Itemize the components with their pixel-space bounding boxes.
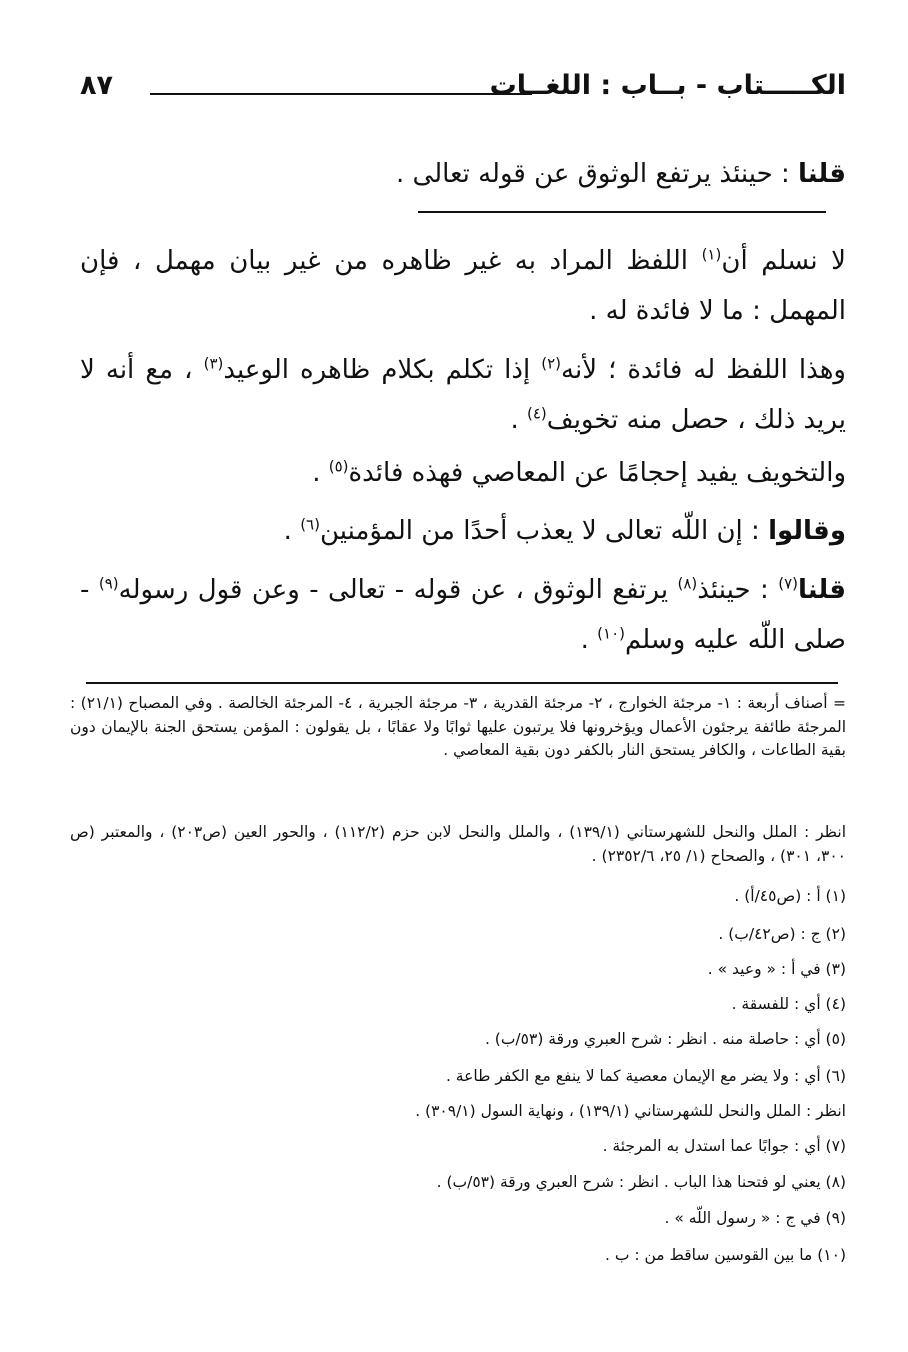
footnote-ref-4: (٤) — [527, 404, 547, 423]
footnote-9: (٩) في ج : « رسول اللّه » . — [664, 1209, 846, 1227]
p3-text-d: . — [510, 405, 527, 435]
footnote-ref-8: (٨) — [677, 574, 698, 593]
p4-text-a: والتخويف يفيد إحجامًا عن المعاصي فهذه فائدة — [348, 458, 846, 488]
footnote-ref-3: (٣) — [203, 354, 224, 373]
p6-text-b: يرتفع الوثوق ، عن قوله - تعالى - وعن قول رسوله — [118, 575, 678, 605]
footnote-8: (٨) يعني لو فتحنا هذا الباب . انظر : شرح العبري ورقة (٥٣/ب) . — [436, 1173, 846, 1191]
paragraph-2 — [80, 236, 846, 336]
footnote-6-reference: انظر : الملل والنحل للشهرستاني (١٣٩/١) ، ونهاية السول (٣٠٩/١) . — [415, 1102, 846, 1120]
footnote-2: (٢) ج : (ص٤٢/ب) . — [718, 925, 846, 943]
footnote-10: (١٠) ما بين القوسين ساقط من : ب . — [604, 1246, 846, 1264]
paragraph-4 — [80, 448, 846, 498]
p6-label: قلنا — [797, 575, 846, 605]
paragraph-6 — [80, 565, 846, 665]
p5-label: وقالوا — [768, 516, 846, 546]
p2-text-a: لا نسلم أن — [721, 246, 846, 276]
footnote-4: (٤) أي : للفسقة . — [731, 995, 846, 1013]
p5-text-b: . — [283, 516, 301, 546]
footnote-1: (١) أ : (ص٤٥/أ) . — [734, 887, 846, 905]
footnote-5: (٥) أي : حاصلة منه . انظر : شرح العبري ورقة (٥٣/ب) . — [484, 1030, 846, 1048]
p6-text-d: . — [580, 625, 598, 655]
footnote-ref-10: (١٠) — [597, 624, 625, 643]
p4-text-b: . — [312, 458, 329, 488]
p3-text-c: ، مع أنه لا يريد ذلك ، حصل منه تخويف — [80, 355, 846, 435]
footnote-ref-9: (٩) — [98, 574, 119, 593]
footnote-ref-6: (٦) — [300, 515, 320, 534]
separator-rule — [418, 211, 826, 213]
paragraph-3 — [80, 345, 846, 445]
p3-text-a: وهذا اللفظ له فائدة ؛ لأنه — [561, 355, 846, 385]
footnote-6: (٦) أي : ولا يضر مع الإيمان معصية كما لا ينفع مع الكفر طاعة . — [445, 1067, 846, 1085]
p6-text-c: - صلى اللّه عليه وسلم — [80, 575, 846, 655]
page-number: ٨٧ — [80, 70, 113, 101]
p3-text-b: إذا تكلم بكلام ظاهره الوعيد — [223, 355, 542, 385]
footnote-ref-5: (٥) — [328, 457, 349, 476]
p6-text-a: : حينئذ — [697, 575, 779, 605]
footnote-ref-7: (٧) — [778, 574, 798, 593]
footnote-ref-1: (١) — [701, 245, 722, 264]
running-header-title: الكـــــتاب - بــاب : اللغــات — [489, 70, 846, 101]
footnote-continuation-references: انظر : الملل والنحل للشهرستاني (١٣٩/١) ، والملل والنحل لابن حزم (١١٢/٢) ، والحور العين (ص٢٠٣) ، والمعتبر (ص ٣٠٠، ٣٠١) ، والصحاح (١/ ٢٥، ٢٣٥٢/٦) . — [70, 823, 847, 865]
paragraph-1 — [80, 149, 846, 199]
p2-text-b: اللفظ المراد به غير ظاهره من غير بيان مهمل ، فإن المهمل : ما لا فائدة له . — [80, 246, 846, 326]
footnote-continuation: = أصناف أربعة : ١- مرجئة الخوارج ، ٢- مرجئة القدرية ، ٣- مرجئة الجبرية ، ٤- المرجئة الخالصة . وفي المصباح (٢١/١) : المرجئة طائفة يرجئون الأعمال ويؤخرونها فلا يرتبون عليها ثوابًا ولا عقابًا ، بل يقولون : المؤمن يستحق الجنة بالإيمان دون بقية الطاعات ، والكافر يستحق النار بالكفر دون بقية المعاصي . — [70, 694, 847, 759]
p5-text-a: : إن اللّه تعالى لا يعذب أحدًا من المؤمنين — [319, 516, 769, 546]
paragraph-5 — [80, 506, 846, 556]
p1-label: قلنا — [797, 159, 846, 189]
footnote-7: (٧) أي : جوابًا عما استدل به المرجئة . — [602, 1137, 846, 1155]
header-rule — [150, 93, 532, 95]
footnote-3: (٣) في أ : « وعيد » . — [707, 960, 846, 978]
footnote-separator — [86, 682, 838, 684]
footnote-ref-2: (٢) — [541, 354, 562, 373]
p1-text: : حينئذ يرتفع الوثوق عن قوله تعالى . — [396, 159, 798, 189]
